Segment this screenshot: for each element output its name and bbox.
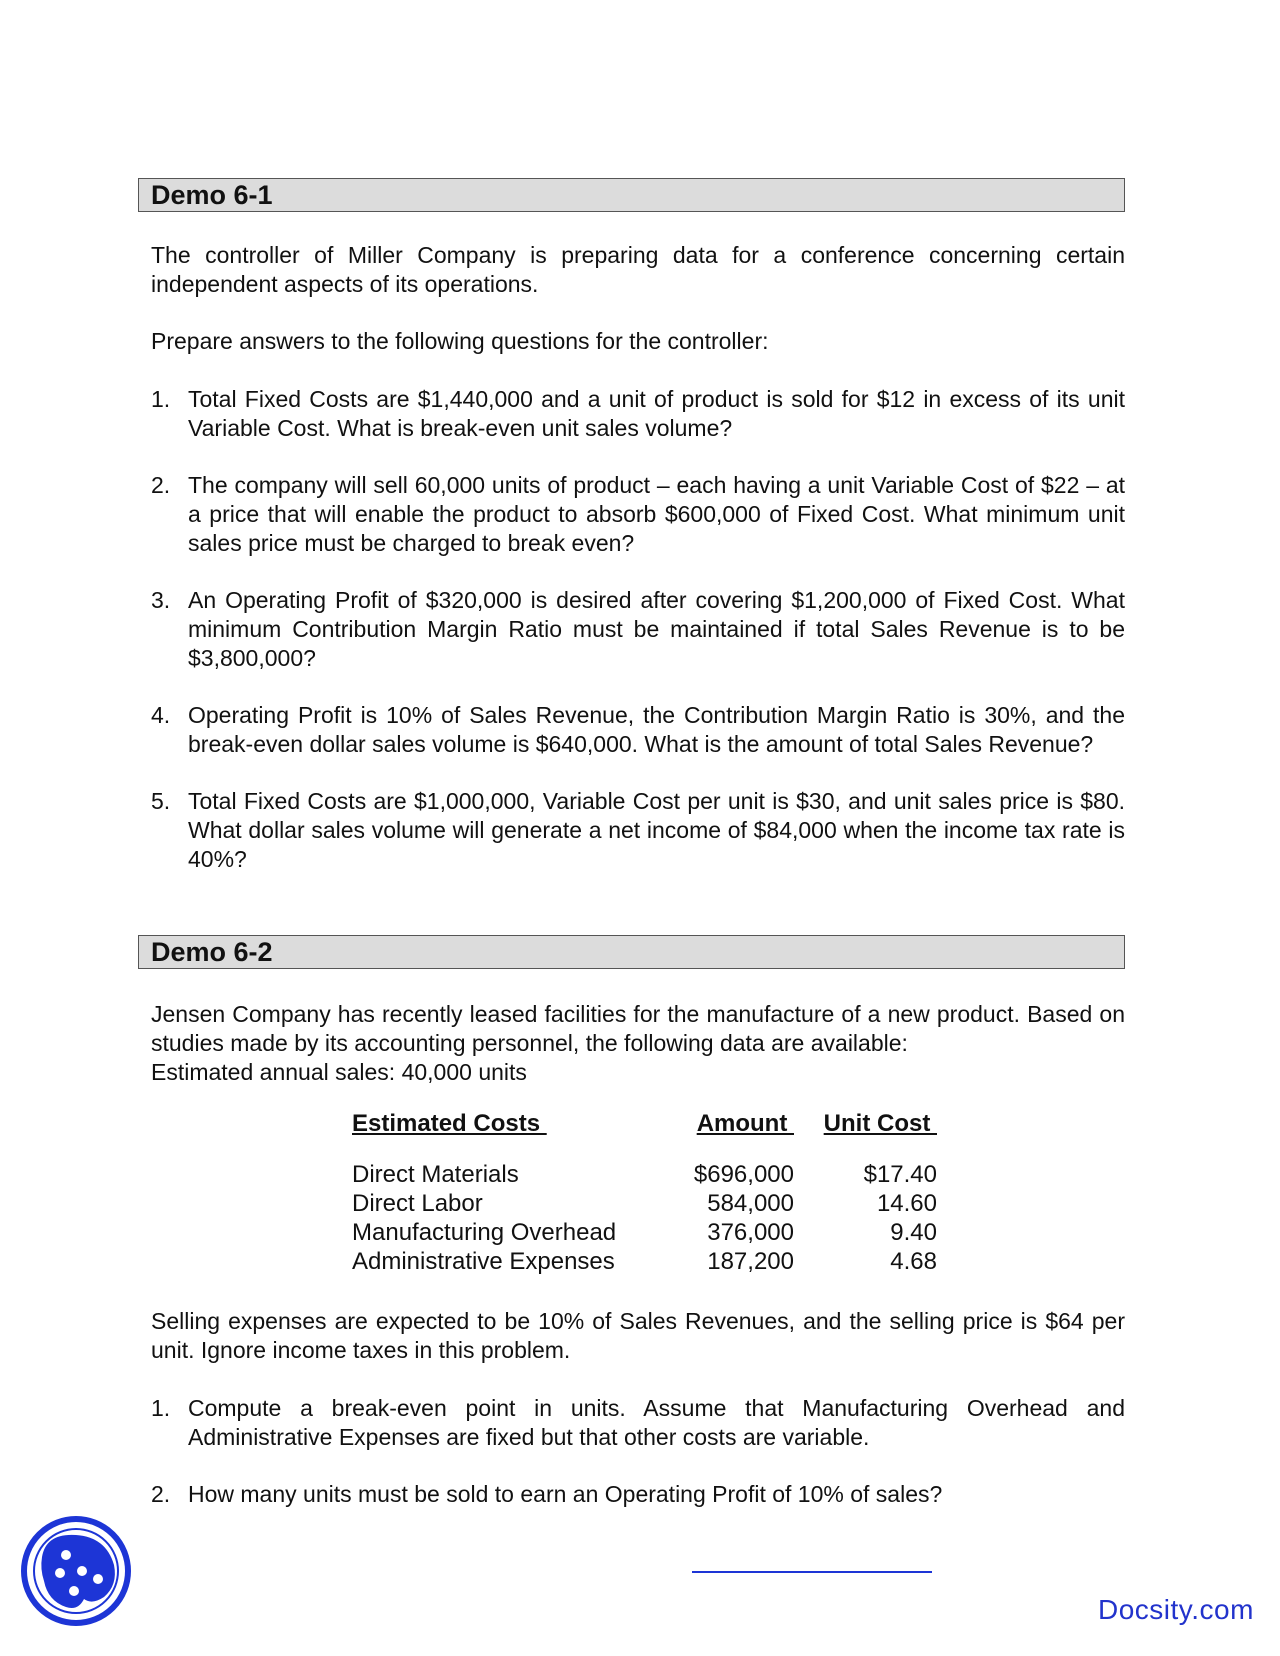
table-row	[352, 1218, 937, 1247]
table-row	[352, 1160, 937, 1189]
cost-name: Manufacturing Overhead	[352, 1219, 617, 1246]
question-item	[151, 471, 1125, 558]
question-text: Total Fixed Costs are $1,000,000, Variable Cost per unit is $30, and unit sales price is $80. What dollar sales volume will generate a net income of $84,000 when the income tax rate is 40%?	[188, 788, 1125, 872]
question-text: The company will sell 60,000 units of product – each having a unit Variable Cost of $22 – at a price that will enable the product to absorb $600,000 of Fixed Cost. What minimum unit sales price must be charged to break even?	[188, 472, 1125, 556]
cost-unit: $17.40	[863, 1161, 937, 1188]
selling-expenses-note: Selling expenses are expected to be 10% of Sales Revenues, and the selling price is $64 per unit. Ignore income taxes in this problem.	[151, 1308, 1125, 1363]
cost-name: Administrative Expenses	[352, 1248, 615, 1275]
question-number: 1.	[151, 386, 171, 412]
table-row	[352, 1247, 937, 1276]
demo-6-2-intro-text: Jensen Company has recently leased facilities for the manufacture of a new product. Based on studies made by its accounting personnel, the following data are available:	[151, 1001, 1125, 1056]
cost-unit: 14.60	[876, 1190, 937, 1217]
cost-amount: 187,200	[707, 1248, 794, 1275]
column-header-unit-cost: Unit Cost	[823, 1110, 937, 1137]
column-header-estimated-costs: Estimated Costs	[352, 1110, 547, 1137]
table-spacer	[352, 1146, 937, 1160]
footer-divider	[692, 1571, 932, 1573]
question-item	[151, 586, 1125, 673]
cost-amount: 376,000	[707, 1219, 794, 1246]
cost-unit: 4.68	[890, 1248, 937, 1275]
question-text: An Operating Profit of $320,000 is desired after covering $1,200,000 of Fixed Cost. What minimum Contribution Margin Ratio must be maintained if total Sales Revenue is to be $3,800,000?	[188, 587, 1125, 671]
question-number: 5.	[151, 788, 171, 814]
question-item	[151, 385, 1125, 443]
question-item	[151, 701, 1125, 759]
demo-6-2-annual-sales: Estimated annual sales: 40,000 units	[151, 1059, 527, 1085]
demo-6-1-question-list	[151, 385, 1125, 874]
cost-amount: 584,000	[707, 1190, 794, 1217]
demo-6-2-question-list	[151, 1394, 1125, 1509]
question-number: 2.	[151, 1481, 171, 1507]
docsity-brand-link[interactable]: Docsity.com	[1098, 1594, 1254, 1625]
question-item	[151, 1480, 1125, 1509]
cost-unit: 9.40	[890, 1219, 937, 1246]
question-text: How many units must be sold to earn an Operating Profit of 10% of sales?	[188, 1481, 943, 1507]
column-header-amount: Amount	[696, 1110, 794, 1137]
question-item	[151, 787, 1125, 874]
docsity-logo-icon[interactable]	[20, 1515, 132, 1627]
question-number: 3.	[151, 587, 171, 613]
table-header-row	[352, 1110, 937, 1146]
demo-6-1-header: Demo 6-1	[138, 178, 1125, 212]
question-text: Total Fixed Costs are $1,440,000 and a unit of product is sold for $12 in excess of its unit Variable Cost. What is break-even unit sales volume?	[188, 386, 1125, 441]
question-number: 1.	[151, 1395, 171, 1421]
demo-6-1-intro: The controller of Miller Company is preparing data for a conference concerning certain independent aspects of its operations.	[151, 242, 1125, 297]
cost-name: Direct Labor	[352, 1190, 483, 1217]
cost-name: Direct Materials	[352, 1161, 519, 1188]
cost-amount: $696,000	[693, 1161, 794, 1188]
demo-6-2-intro	[151, 1000, 1125, 1087]
question-text: Compute a break-even point in units. Assume that Manufacturing Overhead and Administrative Expenses are fixed but that other costs are variable.	[188, 1395, 1125, 1450]
demo-6-1-prompt: Prepare answers to the following questions for the controller:	[151, 328, 769, 354]
question-text: Operating Profit is 10% of Sales Revenue, the Contribution Margin Ratio is 30%, and the break-even dollar sales volume is $640,000. What is the amount of total Sales Revenue?	[188, 702, 1125, 757]
question-item	[151, 1394, 1125, 1452]
estimated-costs-table	[352, 1110, 937, 1276]
demo-6-2-header: Demo 6-2	[138, 935, 1125, 969]
question-number: 2.	[151, 472, 171, 498]
table-row	[352, 1189, 937, 1218]
question-number: 4.	[151, 702, 171, 728]
